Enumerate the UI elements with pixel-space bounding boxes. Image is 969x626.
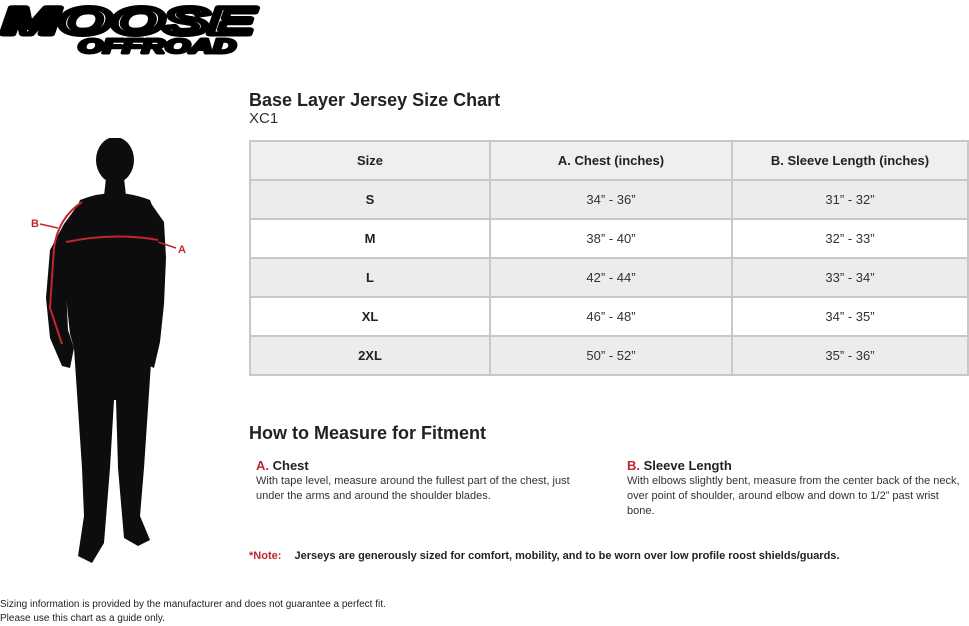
label-a: A bbox=[178, 244, 186, 256]
chest-cell: 34” - 36” bbox=[490, 180, 732, 219]
table-row bbox=[250, 297, 968, 336]
chest-cell: 50” - 52” bbox=[490, 336, 732, 375]
body-measurement-figure bbox=[28, 138, 198, 570]
sleeve-instructions bbox=[627, 458, 967, 519]
header-chest: A. Chest (inches) bbox=[490, 141, 732, 180]
size-chart-table bbox=[249, 140, 969, 376]
chest-heading bbox=[256, 458, 586, 473]
chest-heading-text: Chest bbox=[272, 458, 309, 473]
chest-cell: 38” - 40” bbox=[490, 219, 732, 258]
table-header-row bbox=[250, 141, 968, 180]
size-cell: L bbox=[250, 258, 490, 297]
fit-note bbox=[249, 550, 840, 562]
body-silhouette bbox=[46, 138, 166, 563]
size-cell: XL bbox=[250, 297, 490, 336]
note-text: Jerseys are generously sized for comfort, mobility, and to be worn over low profile roost shields/guards. bbox=[294, 550, 840, 562]
note-label: *Note: bbox=[249, 550, 282, 562]
chart-subtitle: XC1 bbox=[249, 110, 279, 127]
label-b: B bbox=[31, 218, 39, 230]
chest-text: With tape level, measure around the fullest part of the chest, just under the arms and around the shoulder blades. bbox=[256, 475, 570, 502]
logo-sub-text: OFFROAD bbox=[78, 36, 236, 58]
size-cell: 2XL bbox=[250, 336, 490, 375]
disclaimer bbox=[0, 598, 386, 626]
logo-brand-text: MOOSE bbox=[2, 1, 257, 43]
disclaimer-line-2: Please use this chart as a guide only. bbox=[0, 613, 165, 624]
chest-cell: 46” - 48” bbox=[490, 297, 732, 336]
sleeve-cell: 33” - 34” bbox=[732, 258, 968, 297]
sleeve-cell: 35” - 36” bbox=[732, 336, 968, 375]
chest-cell: 42” - 44” bbox=[490, 258, 732, 297]
disclaimer-line-1: Sizing information is provided by the manufacturer and does not guarantee a perfect fit. bbox=[0, 599, 386, 610]
sleeve-heading-text: Sleeve Length bbox=[643, 458, 732, 473]
howto-title: How to Measure for Fitment bbox=[249, 423, 487, 443]
chest-instructions bbox=[256, 458, 586, 504]
sleeve-cell: 32” - 33” bbox=[732, 219, 968, 258]
size-cell: S bbox=[250, 180, 490, 219]
sleeve-letter: B. bbox=[627, 458, 640, 473]
header-size: Size bbox=[250, 141, 490, 180]
sleeve-text: With elbows slightly bent, measure from the center back of the neck, over point of shoulder, around elbow and down to 1/2” past wrist bone. bbox=[627, 475, 960, 517]
size-cell: M bbox=[250, 219, 490, 258]
table-row bbox=[250, 258, 968, 297]
chart-title: Base Layer Jersey Size Chart bbox=[249, 90, 501, 110]
table-row bbox=[250, 219, 968, 258]
moose-offroad-logo bbox=[0, 0, 262, 58]
table-row bbox=[250, 180, 968, 219]
sleeve-cell: 31” - 32” bbox=[732, 180, 968, 219]
chest-letter: A. bbox=[256, 458, 269, 473]
sleeve-cell: 34” - 35” bbox=[732, 297, 968, 336]
sleeve-heading bbox=[627, 458, 967, 473]
table-row bbox=[250, 336, 968, 375]
header-sleeve: B. Sleeve Length (inches) bbox=[732, 141, 968, 180]
